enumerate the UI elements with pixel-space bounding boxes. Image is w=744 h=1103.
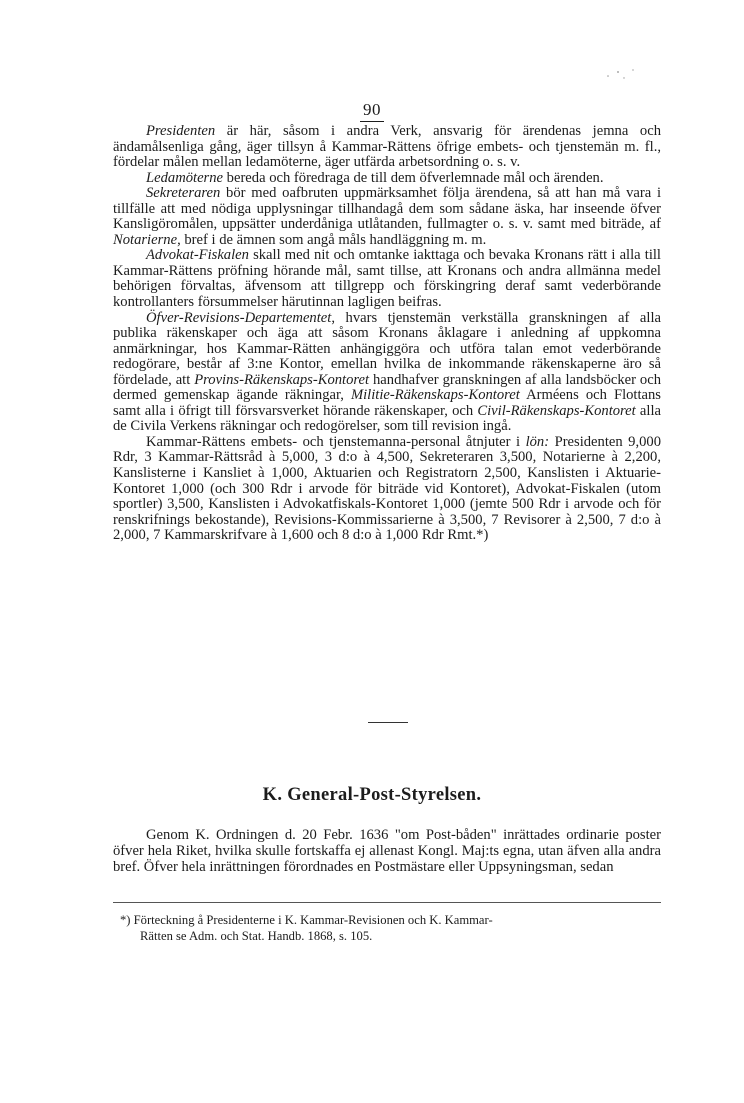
italic-term: lön: xyxy=(525,433,550,450)
italic-term: Notarierne xyxy=(113,231,178,248)
text-run: , hvars tjenstemän verkställa granskningen af alla publika räkenskaper och äga att såsom Kronans åklagare i anledning af uppkomna anmärkningar, hos Kammar-Rätten anhängiggöra och utföra talan emot vederbörande redogörare, består af 3:ne Kontor, emellan hvilka de inkommande räkenskaperne äro så fördelade, att xyxy=(113,309,661,388)
text-run: handhafver granskningen af alla landsböcker och dermed gemenskap ägande räkningar, xyxy=(113,371,661,404)
body-paragraph xyxy=(113,311,661,435)
body-text xyxy=(113,124,661,544)
text-run: bereda och föredraga de till dem öfverlemnade mål och ärenden. xyxy=(223,169,604,186)
text-run: skall med nit och omtanke iakttaga och bevaka Kronans rätt i alla till Kammar-Rättens pröfning hörande mål, samt tillse, att Kronans och andra allmänna medel behörigen förvaltas, äfvensom att tillgrepp och förskingring deraf samt vederbörande kontrollanters försummelser härutinnan lagligen beifras. xyxy=(113,247,661,311)
page-number: 90 xyxy=(0,100,744,122)
body-paragraph xyxy=(113,186,661,248)
section-text xyxy=(113,827,661,875)
body-paragraph xyxy=(113,248,661,310)
section-heading: K. General-Post-Styrelsen. xyxy=(262,785,482,805)
italic-term: Civil-Räkenskaps-Kontoret xyxy=(477,402,636,419)
text-run: , bref i de ämnen som angå måls handläggning m. m. xyxy=(177,231,487,248)
italic-term: Militie-Räkenskaps-Kontoret xyxy=(350,387,520,404)
footnote-line: Rätten se Adm. och Stat. Handb. 1868, s. 105. xyxy=(140,929,373,943)
text-run: Kammar-Rättens embets- och tjenstemanna-personal åtnjuter i xyxy=(146,433,526,450)
body-paragraph xyxy=(113,124,661,171)
body-paragraph xyxy=(113,171,661,187)
body-paragraph xyxy=(113,435,661,544)
italic-term: Provins-Räkenskaps-Kontoret xyxy=(194,371,370,388)
italic-term: Sekreteraren xyxy=(146,185,221,202)
text-run: bör med oafbruten uppmärksamhet följa ärendena, så att han må vara i tillfälle att med nödiga upplysningar tillhandagå dem som sådane äska, har inseende öfver Kansligöromålen, uppsätter underdåniga utlåtanden, fullmagter o. s. v. samt med biträde, af xyxy=(113,185,661,233)
italic-term: Öfver-Revisions-Departementet xyxy=(146,309,332,326)
italic-term: Advokat-Fiskalen xyxy=(146,247,249,264)
footnote-rule xyxy=(113,902,661,903)
separator-rule xyxy=(368,722,408,723)
text-run: alla de Civila Verkens räkningar och redogörelser, som till revision ingå. xyxy=(113,402,661,435)
text-run: Presidenten 9,000 Rdr, 3 Kammar-Rättsråd à 5,000, 3 d:o à 4,500, Sekreteraren 3,500, Notarierne à 2,200, Kanslisterne i Kansliet à 1,000, Aktuarien och Registratorn 2,500, Kanslisten i Aktuarie-Kontoret 1,000 (och 300 Rdr i arvode för biträde vid Kontoret), Advokat-Fiskalen (utom sportler) 3,500, Kanslisten i Advokatfiskals-Kontoret 1,000 (jemte 500 Rdr i arvode och för renskrifnings bekostande), Revisions-Kommissarierne à 3,500, 7 Revisorer à 2,500, 7 d:o à 2,000, 7 Kammarskrifvare à 1,600 och 8 d:o à 1,000 Rdr Rmt.*) xyxy=(113,433,661,544)
footnote xyxy=(120,912,661,944)
italic-term: Ledamöterne xyxy=(146,169,224,186)
print-speck-decoration xyxy=(600,66,640,86)
text-run: Arméens och Flottans samt alla i öfrigt till försvarsverket hörande räkenskaper, och xyxy=(113,387,661,419)
section-paragraph: Genom K. Ordningen d. 20 Febr. 1636 "om Post-båden" inrättades ordinarie poster öfver hela Riket, hvilka skulle fortskaffa ej allenast Kongl. Maj:ts egna, utan äfven alla andra bref. Öfver hela inrättningen förordnades en Postmästare eller Uppsyningsman, sedan xyxy=(113,827,661,875)
italic-term: Presidenten xyxy=(146,123,216,139)
footnote-line: *) Förteckning å Presidenterne i K. Kammar-Revisionen och K. Kammar- xyxy=(120,913,493,927)
text-run: är här, såsom i andra Verk, ansvarig för ärendenas jemna och ändamålsenliga gång, äger tillsyn å Kammar-Rättens öfrige embets- och tjenstemän m. fl., fördelar målen mellan ledamöterne, äger utfärda arbetsordning o. s. v. xyxy=(113,123,661,171)
